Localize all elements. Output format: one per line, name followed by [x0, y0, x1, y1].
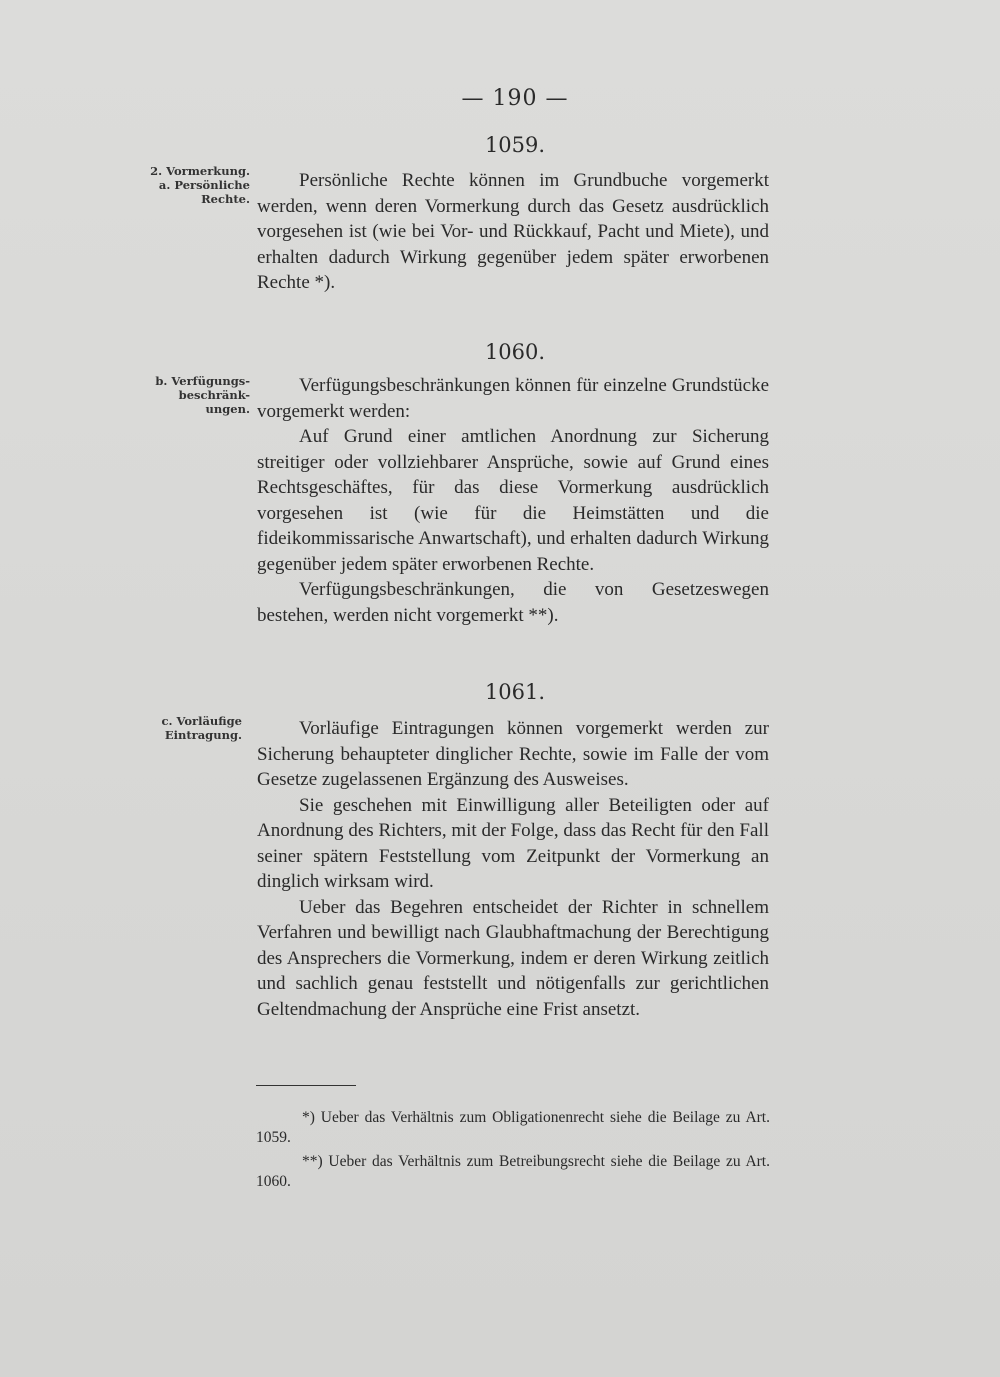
- paragraph: Auf Grund einer amtlichen Anordnung zur Sicherung streitiger oder vollziehbarer Ansprüche, sowie auf Grund eines Rechtsgeschäftes, für das diese Vormerkung ausdrücklich vorgesehen ist (wie für die Heimstätten und die fideikommissarische Anwartschaft), und erhalten dadurch Wirkung gegenüber jedem später erworbenen Rechte.: [257, 426, 769, 575]
- paragraph: Verfügungsbeschränkungen können für einzelne Grundstücke vorgemerkt werden:: [257, 375, 769, 422]
- paragraph: Persönliche Rechte können im Grundbuche vorgemerkt werden, wenn deren Vormerkung durch das Gesetz ausdrücklich vorgesehen ist (wie bei Vor- und Rückkauf, Pacht und Miete), und erhalten dadurch Wirkung gegenüber jedem später erworbenen Rechte *).: [257, 170, 769, 293]
- article-number: 1059.: [484, 133, 546, 157]
- paragraph: Vorläufige Eintragungen können vorgemerkt werden zur Sicherung behaupteter dinglicher Rechte, sowie im Falle der vom Gesetze zugelassenen Ergänzung des Ausweises.: [257, 718, 769, 790]
- article-body: [257, 716, 769, 1022]
- article-body: [257, 168, 769, 296]
- footnote-divider: [256, 1085, 356, 1086]
- paragraph: Verfügungsbeschränkungen, die von Gesetzeswegen bestehen, werden nicht vorgemerkt **).: [257, 579, 769, 626]
- footnotes: [256, 1108, 770, 1196]
- article-number: 1060.: [484, 340, 546, 364]
- margin-note: 2. Vormerkung. a. Persönliche Rechte.: [150, 164, 250, 206]
- page-number: — 190 —: [461, 86, 569, 111]
- footnote: **) Ueber das Verhältnis zum Betreibungsrecht siehe die Beilage zu Art. 1060.: [256, 1153, 770, 1190]
- margin-note: c. Vorläufige Eintragung.: [161, 714, 242, 742]
- paragraph: Sie geschehen mit Einwilligung aller Beteiligten oder auf Anordnung des Richters, mit der Folge, dass das Recht für den Fall seiner spätern Feststellung vom Zeitpunkt der Vormerkung an dinglich wirksam wird.: [257, 794, 769, 892]
- article-number: 1061.: [484, 680, 546, 704]
- margin-note: b. Verfügungs- beschränk- ungen.: [155, 374, 250, 416]
- article-body: [257, 373, 769, 628]
- footnote: *) Ueber das Verhältnis zum Obligationenrecht siehe die Beilage zu Art. 1059.: [256, 1109, 770, 1146]
- paragraph: Ueber das Begehren entscheidet der Richter in schnellem Verfahren und bewilligt nach Glaubhaftmachung der Berechtigung des Ansprechers die Vormerkung, indem er deren Wirkung zeitlich und sachlich genau feststellt und nötigenfalls zur gerichtlichen Geltendmachung der Ansprüche eine Frist ansetzt.: [257, 896, 769, 1020]
